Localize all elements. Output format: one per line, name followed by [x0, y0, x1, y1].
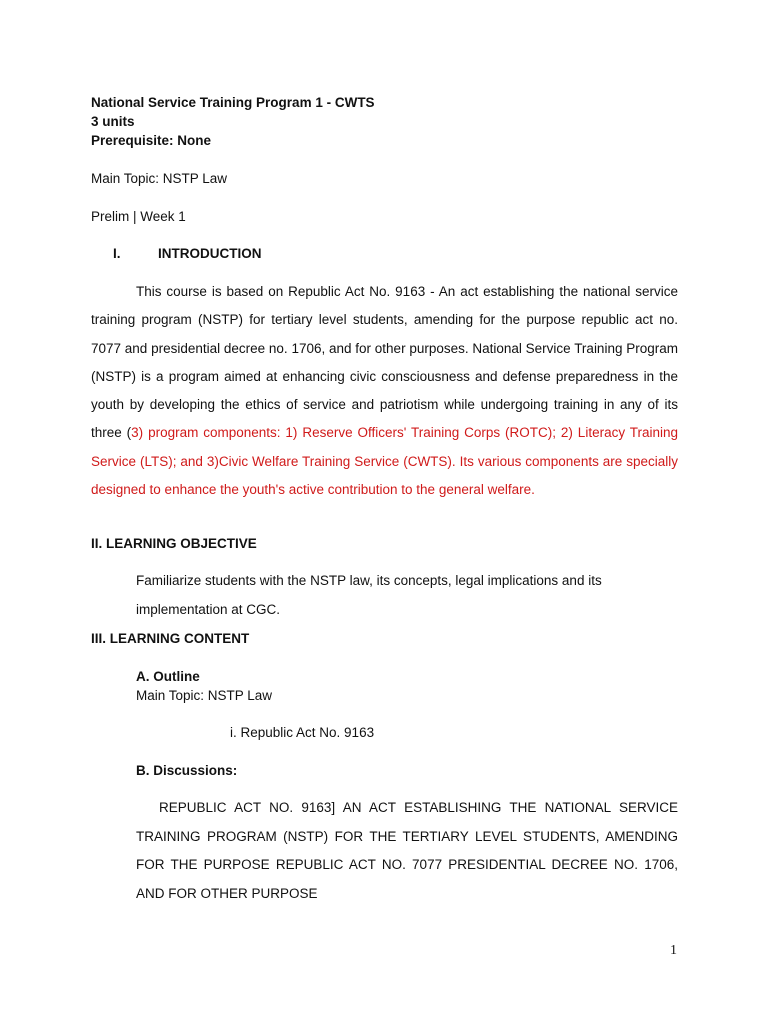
- section-1-title: INTRODUCTION: [158, 246, 262, 261]
- introduction-paragraph: [91, 278, 678, 504]
- learning-objective-text: Familiarize students with the NSTP law, its concepts, legal implications and its implementation at CGC.: [136, 573, 602, 617]
- section-3-title: III. LEARNING CONTENT: [91, 631, 250, 646]
- discussion-paragraph: [136, 794, 678, 908]
- outline-main-topic: Main Topic: NSTP Law: [136, 688, 273, 703]
- section-2-title: II. LEARNING OBJECTIVE: [91, 536, 257, 551]
- outline-label: A. Outline: [136, 669, 200, 684]
- discussion-text: REPUBLIC ACT NO. 9163] AN ACT ESTABLISHING THE NATIONAL SERVICE TRAINING PROGRAM (NSTP) FOR THE TERTIARY LEVEL STUDENTS, AMENDING FOR THE PURPOSE REPUBLIC ACT NO. 7077 PRESIDENTIAL DECREE NO. 1706, AND FOR OTHER PURPOSE: [136, 800, 678, 901]
- page-number: 1: [670, 943, 677, 958]
- outline-item: i. Republic Act No. 9163: [230, 725, 375, 740]
- section-1-numeral: I.: [113, 246, 121, 261]
- course-title: National Service Training Program 1 - CWTS: [91, 95, 375, 110]
- period-label: Prelim | Week 1: [91, 209, 186, 224]
- program-components-text: 3) program components: 1) Reserve Officers' Training Corps (ROTC); 2) Literacy Training Service (LTS); and 3)Civic Welfare Training Service (CWTS). Its various components are specially designed to enhance the youth's active contribution to the general welfare.: [91, 425, 678, 498]
- main-topic: Main Topic: NSTP Law: [91, 171, 228, 186]
- introduction-text: This course is based on Republic Act No. 9163 - An act establishing the national service training program (NSTP) for tertiary level students, amending for the purpose republic act no. 7077 and presidential decree no. 1706, and for other purposes. National Service Training Program (NSTP) is a program aimed at enhancing civic consciousness and defense preparedness in the youth by developing the ethics of service and patriotism while undergoing training in any of its three (: [91, 284, 678, 441]
- course-prerequisite: Prerequisite: None: [91, 133, 212, 148]
- discussions-label: B. Discussions:: [136, 763, 238, 778]
- course-units: 3 units: [91, 114, 135, 129]
